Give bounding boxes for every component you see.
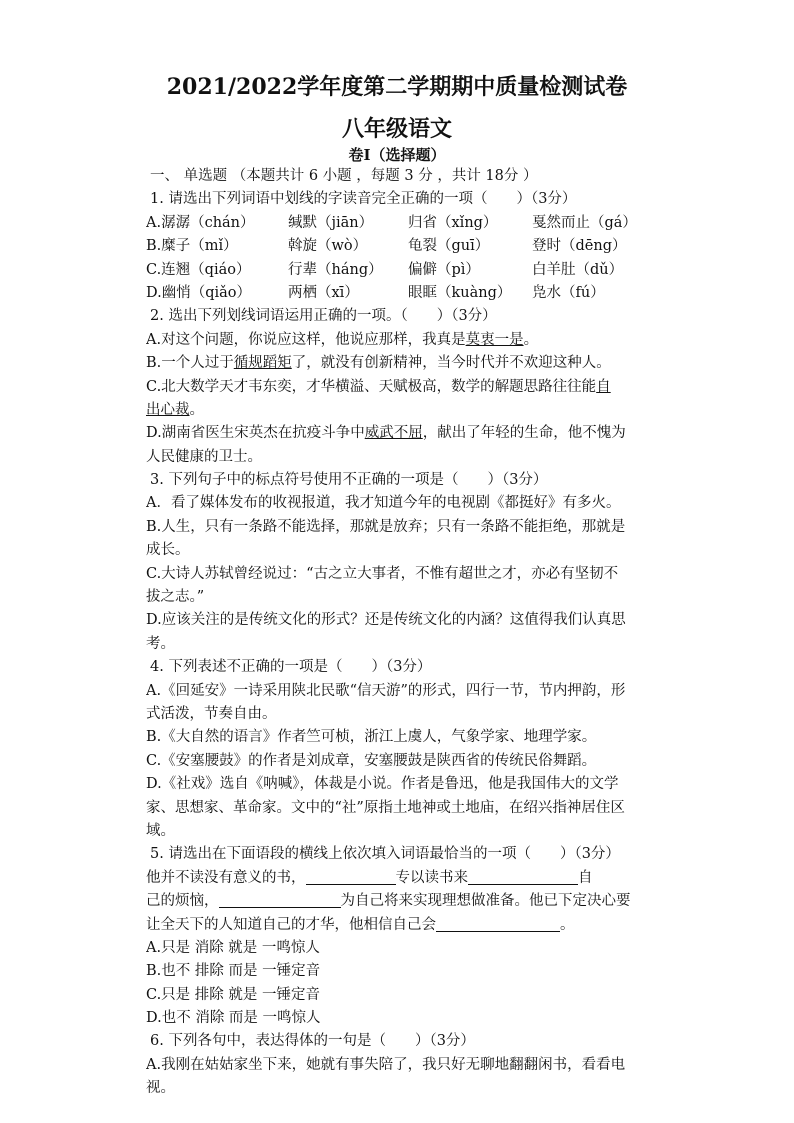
q4-option-d-line1: D.《社戏》选自《呐喊》，体裁是小说。作者是鲁迅，他是我国伟大的文学 xyxy=(146,776,619,793)
q1-a-1: A.潺潺（chán） xyxy=(146,214,255,231)
q5-blank-2 xyxy=(468,869,578,885)
q1-d-2: 两栖（xī） xyxy=(288,284,359,301)
q5-p1-c: 自 xyxy=(578,869,593,886)
q5-passage-line2 xyxy=(146,890,676,913)
volume-heading: 卷Ⅰ（选择题） xyxy=(348,146,446,164)
q1-option-c xyxy=(146,259,676,282)
q2-a-end: 。 xyxy=(523,331,539,348)
q1-b-4: 登时（dēng） xyxy=(532,238,627,255)
q1-a-3: 归省（xǐng） xyxy=(408,214,498,231)
q1-a-2: 缄默（jiān） xyxy=(288,214,374,231)
q5-option-a: A.只是 消除 就是 一鸣惊人 xyxy=(146,939,320,956)
q3-option-c-line1: C.大诗人苏轼曾经说过：“古之立大事者，不惟有超世之才，亦必有坚韧不 xyxy=(146,565,619,582)
q2-a-underlined: 莫衷一是 xyxy=(465,331,524,348)
q1-c-1: C.连翘（qiáo） xyxy=(146,261,251,278)
section-heading: 一、 单选题 （本题共计 6 小题 ，每题 3 分 ，共计 18分 ） xyxy=(150,168,538,184)
q2-d-rest: ，献出了年轻的生命，他不愧为 xyxy=(422,425,626,442)
q1-option-b xyxy=(146,235,676,258)
q1-option-a xyxy=(146,212,676,235)
q5-p1-b: 专以读书来 xyxy=(395,869,468,886)
q4-option-d-line3: 域。 xyxy=(146,822,175,839)
q5-stem: 5. 请选出在下面语段的横线上依次填入词语最恰当的一项（ ）（3分） xyxy=(150,846,620,863)
q6-stem: 6. 下列各句中，表达得体的一句是（ ）（3分） xyxy=(150,1033,475,1050)
q2-c-text: C.北大数学天才韦东奕，才华横溢、天赋极高，数学的解题思路往往能 xyxy=(146,378,597,395)
q1-d-3: 眼眶（kuàng） xyxy=(408,284,512,301)
q3-option-a: A．看了媒体发布的收视报道，我才知道今年的电视剧《都挺好》有多火。 xyxy=(146,495,621,512)
q3-option-b-line2: 成长。 xyxy=(146,542,190,559)
q2-d-text: D.湖南省医生宋英杰在抗疫斗争中 xyxy=(146,425,365,442)
q5-p3-a: 让全天下的人知道自己的才华，他相信自己会 xyxy=(146,916,436,933)
q2-c-underlined-1: 自 xyxy=(596,378,611,395)
q3-stem: 3. 下列句子中的标点符号使用不正确的一项是（ ）（3分） xyxy=(150,472,548,489)
q5-passage-line1 xyxy=(146,867,676,890)
q5-p2-a: 己的烦恼， xyxy=(146,893,219,910)
q1-b-3: 龟裂（guī） xyxy=(408,238,490,255)
q4-stem: 4. 下列表述不正确的一项是（ ）（3分） xyxy=(150,659,432,676)
q5-p2-b: 为自己将来实现理想做准备。他已下定决心要 xyxy=(340,893,631,910)
q2-d-underlined: 威武不屈 xyxy=(364,425,423,442)
q5-blank-1 xyxy=(306,869,396,885)
q1-b-2: 斡旋（wò） xyxy=(288,238,368,255)
q4-option-b: B.《大自然的语言》作者竺可桢，浙江上虞人，气象学家、地理学家。 xyxy=(146,729,597,746)
q1-stem: 1. 请选出下列词语中划线的字读音完全正确的一项（ ）（3分） xyxy=(150,191,577,208)
exam-content xyxy=(146,165,676,1101)
q3-option-b-line1: B.人生，只有一条路不能选择，那就是放弃；只有一条路不能拒绝，那就是 xyxy=(146,518,626,535)
q5-option-d: D.也不 消除 而是 一鸣惊人 xyxy=(146,1010,321,1027)
q1-c-4: 白羊肚（dǔ） xyxy=(532,261,624,278)
q2-option-d-line1 xyxy=(146,422,676,445)
q2-b-text: B.一个人过于 xyxy=(146,355,234,372)
q2-option-b xyxy=(146,352,676,375)
q1-a-4: 戛然而止（gá） xyxy=(532,214,637,231)
q1-c-3: 偏僻（pì） xyxy=(408,261,480,278)
q2-b-underlined: 循规蹈矩 xyxy=(233,355,292,372)
q2-a-text: A.对这个问题，你说应这样，他说应那样，我真是 xyxy=(146,331,466,348)
q2-option-d-line2: 人民健康的卫士。 xyxy=(146,448,262,465)
q5-p1-a: 他并不读没有意义的书， xyxy=(146,869,306,886)
q2-c-underlined-2: 出心裁 xyxy=(146,401,190,418)
q1-d-4: 凫水（fú） xyxy=(532,284,605,301)
q2-stem: 2. 选出下列划线词语运用正确的一项。（ ）（3分） xyxy=(150,308,497,325)
q2-option-c-line2 xyxy=(146,399,676,422)
q5-passage-line3 xyxy=(146,914,676,937)
q1-d-1: D.幽悄（qiǎo） xyxy=(146,284,252,301)
exam-title: 2021/2022学年度第二学期期中质量检测试卷 xyxy=(166,74,628,100)
q5-p3-b: 。 xyxy=(560,916,575,933)
q4-option-d-line2: 家、思想家、革命家。文中的“社”原指土地神或土地庙，在绍兴指神居住区 xyxy=(146,799,625,816)
q4-option-a-line1: A.《回延安》一诗采用陕北民歌“信天游”的形式，四行一节，节内押韵，形 xyxy=(146,682,626,699)
exam-subtitle: 八年级语文 xyxy=(341,116,452,142)
q4-option-a-line2: 式活泼，节奏自由。 xyxy=(146,705,277,722)
q2-b-end: 了，就没有创新精神，当今时代并不欢迎这种人。 xyxy=(291,355,611,372)
q6-option-a-line2: 视。 xyxy=(146,1080,175,1097)
q1-c-2: 行辈（háng） xyxy=(288,261,383,278)
q1-option-d xyxy=(146,282,676,305)
q3-option-d-line2: 考。 xyxy=(146,635,175,652)
q4-option-c: C.《安塞腰鼓》的作者是刘成章，安塞腰鼓是陕西省的传统民俗舞蹈。 xyxy=(146,752,597,769)
q5-option-c: C.只是 排除 就是 一锤定音 xyxy=(146,986,321,1003)
q5-blank-4 xyxy=(436,916,560,932)
q5-blank-3 xyxy=(219,892,341,908)
q6-option-a-line1: A.我刚在姑姑家坐下来，她就有事失陪了，我只好无聊地翻翻闲书，看看电 xyxy=(146,1056,626,1073)
q3-option-d-line1: D.应该关注的是传统文化的形式？还是传统文化的内涵？这值得我们认真思 xyxy=(146,612,626,629)
q2-option-a xyxy=(146,329,676,352)
q1-b-1: B.糜子（mǐ） xyxy=(146,238,238,255)
q3-option-c-line2: 拔之志。” xyxy=(146,589,205,606)
q5-option-b: B.也不 排除 而是 一锤定音 xyxy=(146,963,321,980)
q2-c-end: 。 xyxy=(189,401,204,418)
q2-option-c-line1 xyxy=(146,376,676,399)
